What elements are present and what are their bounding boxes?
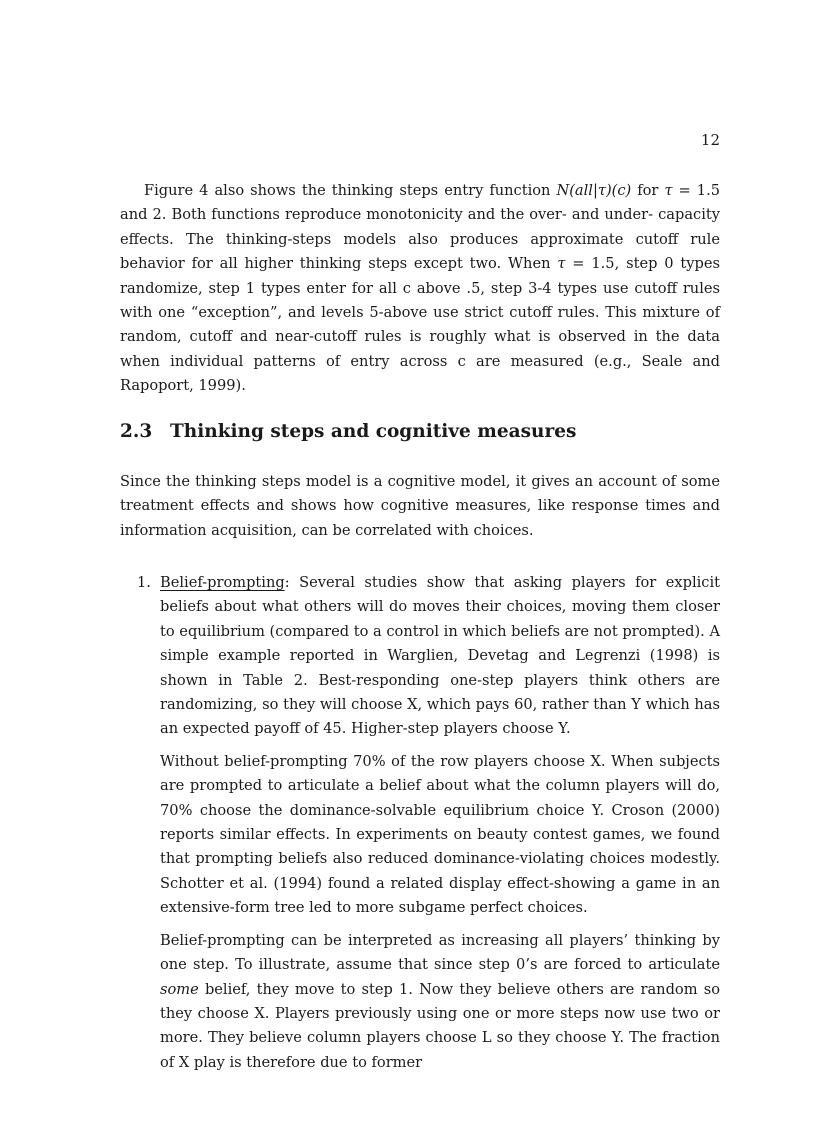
text-span: Belief-prompting can be interpreted as increasing all players’ thinking by one step. To illustrate, assume that since step 0’s are forced to articulate <box>160 931 720 974</box>
math-entry-function: N(all|τ)(c) <box>556 182 632 199</box>
numbered-list <box>137 571 720 1083</box>
text-span: for <box>631 182 665 199</box>
list-marker: 1. <box>137 574 151 591</box>
list-paragraph <box>160 571 720 742</box>
list-paragraph <box>160 929 720 1075</box>
math-tau: τ <box>557 255 566 273</box>
term-belief-prompting: Belief-prompting <box>160 574 285 591</box>
paragraph-section-intro: Since the thinking steps model is a cognitive model, it gives an account of some treatment effects and shows how cognitive measures, like response times and information acquisition, can be correlated with choices. <box>120 473 720 539</box>
emphasis-some: some <box>160 980 199 998</box>
list-item <box>137 571 720 1075</box>
text-span: Figure 4 also shows the thinking steps entry function <box>144 182 557 199</box>
page-number: 12 <box>700 131 720 149</box>
section-heading <box>120 420 576 444</box>
text-span: = 1.5 and 2. Both functions reproduce monotonicity and the over- and under- capacity effects. The thinking-steps models also produces approximate cutoff rule behavior for all higher thinking steps except two. When <box>120 182 720 273</box>
text-span: = 1.5, step 0 types randomize, step 1 types enter for all c above .5, step 3-4 types use cutoff rules with one “exception”, and levels 5-above use strict cutoff rules. This mixture of random, cutoff and near-cutoff rules is roughly what is observed in the data when individual patterns of entry across c are measured (e.g., Seale and Rapoport, 1999). <box>120 255 721 395</box>
paragraph-thinking-steps-entry <box>120 179 720 399</box>
list-paragraph: Without belief-prompting 70% of the row players choose X. When subjects are prompted to articulate a belief about what the column players will do, 70% choose the dominance-solvable equilibrium choice Y. Croson (2000) reports similar effects. In experiments on beauty contest games, we found that prompting beliefs also reduced dominance-violating choices modestly. Schotter et al. (1994) found a related display effect-showing a game in an extensive-form tree led to more subgame perfect choices. <box>160 752 720 917</box>
math-tau: τ <box>664 182 673 199</box>
section-title: Thinking steps and cognitive measures <box>170 421 577 442</box>
text-span: : Several studies show that asking players for explicit beliefs about what others will do moves their choices, moving them closer to equilibrium (compared to a control in which beliefs are not prompted). A simple example reported in Warglien, Devetag and Legrenzi (1998) is shown in Table 2. Best-responding one-step players think others are randomizing, so they will choose X, which pays 60, rather than Y which has an expected payoff of 45. Higher-step players choose Y. <box>160 574 720 738</box>
section-number: 2.3 <box>120 421 153 442</box>
text-span: belief, they move to step 1. Now they believe others are random so they choose X. Players previously using one or more steps now use two or more. They believe column players choose L so they choose Y. The fraction of X play is therefore due to former <box>160 980 720 1071</box>
